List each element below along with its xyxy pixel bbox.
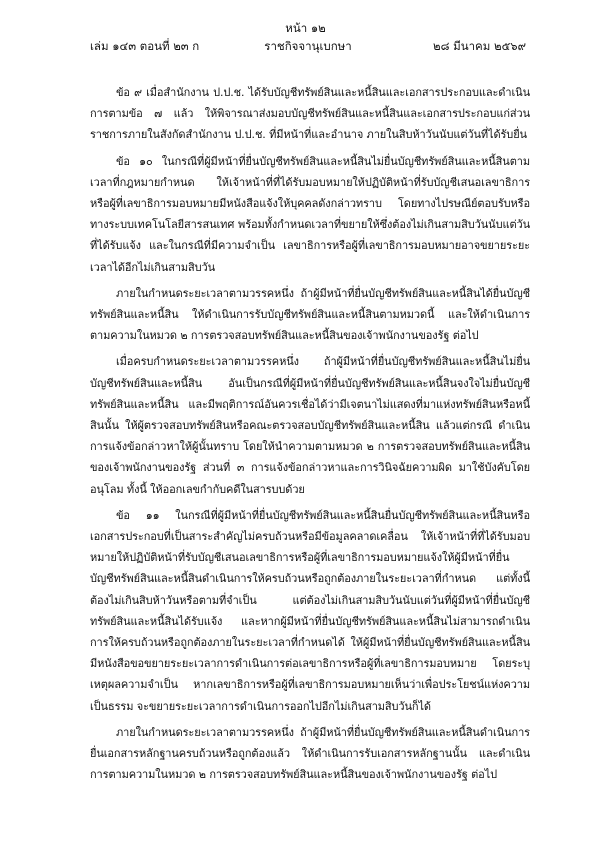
publication-name: ราชกิจจานุเบกษา bbox=[264, 39, 352, 53]
gazette-header bbox=[90, 38, 526, 54]
paragraph-clause-11-second: ภายในกำหนดระยะเวลาตามวรรคหนึ่ง ถ้าผู้มีหน้าที่ยื่นบัญชีทรัพย์สินและหนี้สินดำเนินการยื่นเอกสารหลักฐานครบถ้วนหรือถูกต้องแล้ว ให้ดำเนินการรับเอกสารหลักฐานนั้น และดำเนินการตามความในหมวด ๒ การตรวจสอบทรัพย์สินและหนี้สินของเจ้าพนักงานของรัฐ ต่อไป bbox=[90, 725, 530, 782]
paragraph-clause-10-third: เมื่อครบกำหนดระยะเวลาตามวรรคหนึ่ง ถ้าผู้มีหน้าที่ยื่นบัญชีทรัพย์สินและหนี้สินไม่ยื่นบัญชีทรัพย์สินและหนี้สิน อันเป็นกรณีที่ผู้มีหน้าที่ยื่นบัญชีทรัพย์สินและหนี้สินจงใจไม่ยื่นบัญชีทรัพย์สินและหนี้สิน และมีพฤติการณ์อันควรเชื่อได้ว่ามีเจตนาไม่แสดงที่มาแห่งทรัพย์สินหรือหนี้สินนั้น ให้ผู้ตรวจสอบทรัพย์สินหรือคณะตรวจสอบบัญชีทรัพย์สินและหนี้สิน แล้วแต่กรณี ดำเนินการแจ้งข้อกล่าวหาให้ผู้นั้นทราบ โดยให้นำความตามหมวด ๒ การตรวจสอบทรัพย์สินและหนี้สินของเจ้าพนักงานของรัฐ ส่วนที่ ๓ การแจ้งข้อกล่าวหาและการวินิจฉัยความผิด มาใช้บังคับโดยอนุโลม ทั้งนี้ ให้ออกเลขกำกับคดีในสารบบด้วย bbox=[90, 355, 530, 496]
paragraph-clause-11: ข้อ ๑๑ ในกรณีที่ผู้มีหน้าที่ยื่นบัญชีทรัพย์สินและหนี้สินยื่นบัญชีทรัพย์สินและหนี้สินหรือเอกสารประกอบที่เป็นสาระสำคัญไม่ครบถ้วนหรือมีข้อมูลคลาดเคลื่อน ให้เจ้าหน้าที่ที่ได้รับมอบหมายให้ปฏิบัติหน้าที่รับบัญชีเสนอเลขาธิการหรือผู้ที่เลขาธิการมอบหมายแจ้งให้ผู้มีหน้าที่ยื่นบัญชีทรัพย์สินและหนี้สินดำเนินการให้ครบถ้วนหรือถูกต้องภายในระยะเวลาที่กำหนด แต่ทั้งนี้ ต้องไม่เกินสิบห้าวันหรือตามที่จำเป็น แต่ต้องไม่เกินสามสิบวันนับแต่วันที่ผู้มีหน้าที่ยื่นบัญชีทรัพย์สินและหนี้สินได้รับแจ้ง และหากผู้มีหน้าที่ยื่นบัญชีทรัพย์สินและหนี้สินไม่สามารถดำเนินการให้ครบถ้วนหรือถูกต้องภายในระยะเวลาที่กำหนดได้ ให้ผู้มีหน้าที่ยื่นบัญชีทรัพย์สินและหนี้สินมีหนังสือขอขยายระยะเวลาการดำเนินการต่อเลขาธิการหรือผู้ที่เลขาธิการมอบหมาย โดยระบุเหตุผลความจำเป็น หากเลขาธิการหรือผู้ที่เลขาธิการมอบหมายเห็นว่าเพื่อประโยชน์แห่งความเป็นธรรม จะขยายระยะเวลาการดำเนินการออกไปอีกไม่เกินสามสิบวันก็ได้ bbox=[90, 508, 530, 713]
paragraph-clause-9: ข้อ ๙ เมื่อสำนักงาน ป.ป.ช. ได้รับบัญชีทรัพย์สินและหนี้สินและเอกสารประกอบและดำเนินการตามข้อ ๗ แล้ว ให้พิจารณาส่งมอบบัญชีทรัพย์สินและหนี้สินและเอกสารประกอบแก่ส่วนราชการภายในสังกัดสำนักงาน ป.ป.ช. ที่มีหน้าที่และอำนาจ ภายในสิบห้าวันนับแต่วันที่ได้รับยื่น bbox=[90, 86, 530, 142]
document-body bbox=[90, 82, 530, 791]
paragraph-clause-10: ข้อ ๑๐ ในกรณีที่ผู้มีหน้าที่ยื่นบัญชีทรัพย์สินและหนี้สินไม่ยื่นบัญชีทรัพย์สินและหนี้สินตามเวลาที่กฎหมายกำหนด ให้เจ้าหน้าที่ที่ได้รับมอบหมายให้ปฏิบัติหน้าที่รับบัญชีเสนอเลขาธิการหรือผู้ที่เลขาธิการมอบหมายมีหนังสือแจ้งให้บุคคลดังกล่าวทราบ โดยทางไปรษณีย์ตอบรับหรือทางระบบเทคโนโลยีสารสนเทศ พร้อมทั้งกำหนดเวลาที่ขยายให้ซึ่งต้องไม่เกินสามสิบวันนับแต่วันที่ได้รับแจ้ง และในกรณีที่มีความจำเป็น เลขาธิการหรือผู้ที่เลขาธิการมอบหมายอาจขยายระยะเวลาได้อีกไม่เกินสามสิบวัน bbox=[90, 154, 530, 274]
publication-date: ๒๘ มีนาคม ๒๕๖๙ bbox=[433, 39, 526, 53]
paragraph-clause-10-second: ภายในกำหนดระยะเวลาตามวรรคหนึ่ง ถ้าผู้มีหน้าที่ยื่นบัญชีทรัพย์สินและหนี้สินได้ยื่นบัญชีทรัพย์สินและหนี้สิน ให้ดำเนินการรับบัญชีทรัพย์สินและหนี้สินตามหมวดนี้ และให้ดำเนินการตามความในหมวด ๒ การตรวจสอบทรัพย์สินและหนี้สินของเจ้าพนักงานของรัฐ ต่อไป bbox=[90, 286, 530, 343]
page-number: หน้า ๑๒ bbox=[285, 21, 326, 35]
volume-issue: เล่ม ๑๔๓ ตอนที่ ๒๓ ก bbox=[90, 39, 200, 53]
